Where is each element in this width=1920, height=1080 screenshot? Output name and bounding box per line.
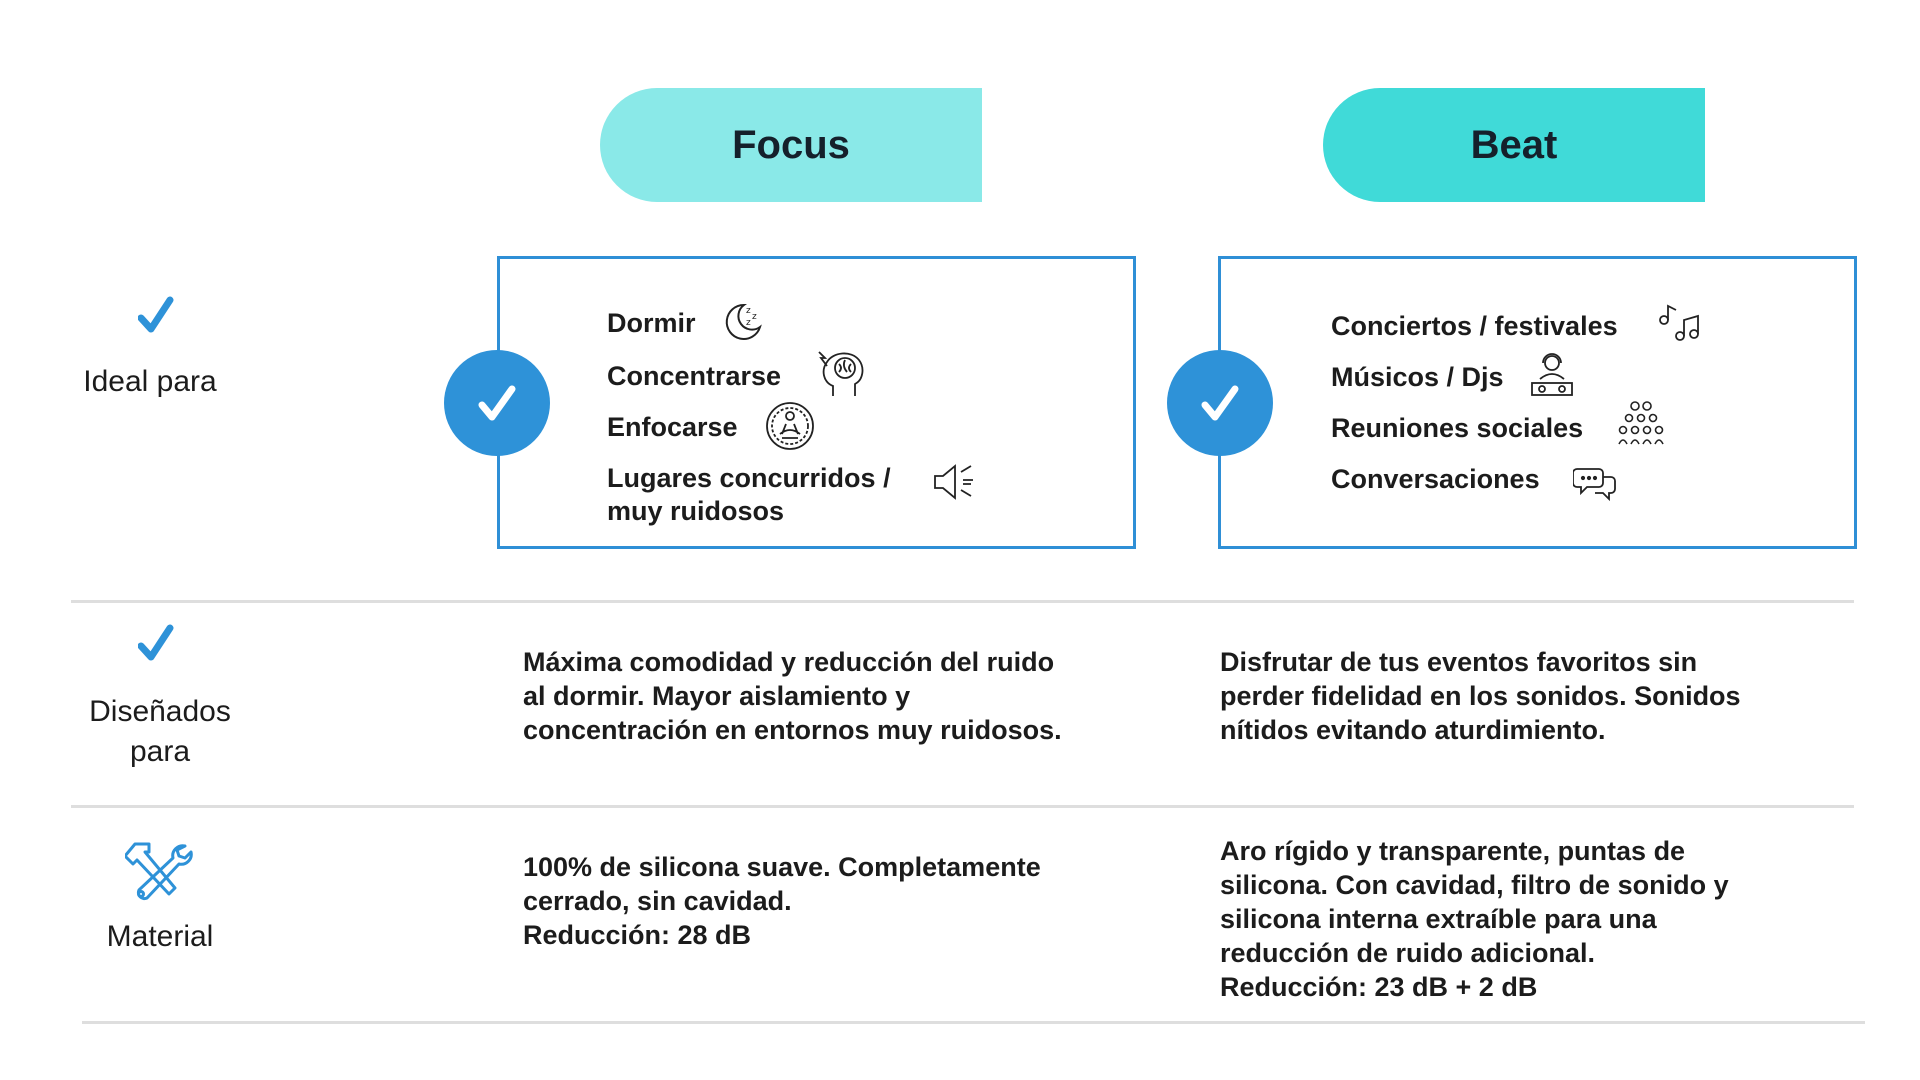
- material-label-text: Material: [106, 920, 214, 953]
- svg-text:z: z: [752, 312, 757, 322]
- beat-item-musicians: Músicos / Djs: [1331, 362, 1504, 392]
- beat-material-line4: reducción de ruido adicional.: [1220, 938, 1596, 968]
- focus-item-crowded-line1: Lugares concurridos /: [607, 463, 891, 493]
- brain-head-icon: [815, 346, 869, 400]
- beat-item-concerts: Conciertos / festivales: [1331, 311, 1618, 341]
- focus-item-focus: Enfocarse: [607, 412, 738, 442]
- music-notes-icon: [1656, 300, 1702, 344]
- check-icon: [474, 380, 520, 426]
- focus-material-text: [523, 850, 1041, 952]
- designed-check-icon: [138, 624, 174, 664]
- dj-icon: [1528, 351, 1576, 399]
- check-icon: [1197, 380, 1243, 426]
- beat-designed-text: [1220, 645, 1741, 747]
- sleep-moon-icon: [722, 299, 766, 343]
- beat-material-text: [1220, 834, 1729, 1004]
- focus-title: Focus: [732, 122, 850, 167]
- tools-icon: [125, 840, 195, 911]
- focus-designed-line3: concentración en entornos muy ruidosos.: [523, 715, 1062, 745]
- beat-title: Beat: [1470, 122, 1558, 167]
- beat-ideal-card: [1218, 256, 1857, 549]
- designed-label-line1: Diseñados: [89, 695, 231, 728]
- focus-ideal-card: [497, 256, 1136, 549]
- focus-material-line2: cerrado, sin cavidad.: [523, 886, 792, 916]
- focus-material-line1: 100% de silicona suave. Completamente: [523, 852, 1041, 882]
- beat-designed-line2: perder fidelidad en los sonidos. Sonidos: [1220, 681, 1741, 711]
- focus-item-sleep: Dormir: [607, 308, 696, 338]
- designed-row-label: [60, 692, 260, 772]
- beat-item-social: Reuniones sociales: [1331, 413, 1584, 443]
- focus-designed-text: [523, 645, 1062, 747]
- svg-text:z: z: [746, 306, 751, 316]
- row-divider-2: [71, 805, 1854, 808]
- focus-check-badge: [444, 350, 550, 456]
- beat-material-line2: silicona. Con cavidad, filtro de sonido y: [1220, 870, 1729, 900]
- focus-designed-line1: Máxima comodidad y reducción del ruido: [523, 647, 1055, 677]
- beat-column-header: [1323, 88, 1705, 202]
- row-divider-1: [71, 600, 1854, 603]
- loud-speaker-icon: [931, 460, 977, 504]
- ideal-check-icon: [138, 296, 174, 336]
- beat-designed-line3: nítidos evitando aturdimiento.: [1220, 715, 1606, 745]
- beat-material-line1: Aro rígido y transparente, puntas de: [1220, 836, 1686, 866]
- focus-item-crowded-line2: muy ruidosos: [607, 496, 785, 526]
- beat-check-badge: [1167, 350, 1273, 456]
- ideal-label-text: Ideal para: [83, 365, 217, 398]
- svg-text:z: z: [746, 318, 751, 328]
- crowd-icon: [1617, 400, 1665, 448]
- row-divider-3: [82, 1021, 1865, 1024]
- focus-column-header: [600, 88, 982, 202]
- beat-material-line3: silicona interna extraíble para una: [1220, 904, 1657, 934]
- focus-item-concentrate: Concentrarse: [607, 361, 782, 391]
- chat-bubbles-icon: [1573, 463, 1619, 503]
- meditation-icon: [764, 400, 816, 452]
- designed-label-line2: para: [129, 735, 191, 768]
- beat-material-line5: Reducción: 23 dB + 2 dB: [1220, 972, 1538, 1002]
- material-row-label: [70, 917, 250, 957]
- focus-material-line3: Reducción: 28 dB: [523, 920, 752, 950]
- beat-item-conversations: Conversaciones: [1331, 464, 1540, 494]
- beat-designed-line1: Disfrutar de tus eventos favoritos sin: [1220, 647, 1698, 677]
- ideal-row-label: [60, 362, 240, 402]
- focus-designed-line2: al dormir. Mayor aislamiento y: [523, 681, 911, 711]
